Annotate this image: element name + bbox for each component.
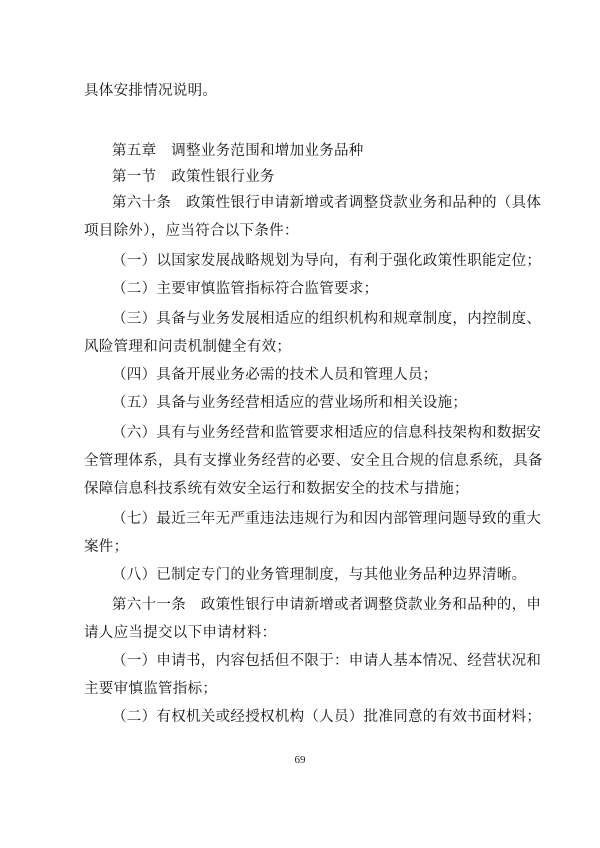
list-item: （一）申请书，内容包括但不限于：申请人基本情况、经营状况和 [112,653,542,669]
text-line: 具体安排情况说明。 [84,83,218,99]
article-line: 第六十条 政策性银行申请新增或者调整贷款业务和品种的（具体 [112,195,542,211]
text-line: 项目除外），应当符合以下条件： [84,223,299,239]
list-item: （四）具备开展业务必需的技术人员和管理人员； [112,367,438,383]
text-line: 请人应当提交以下申请材料： [84,625,277,641]
list-item: （二）主要审慎监管指标符合监管要求； [112,281,379,297]
section-heading: 第一节 政策性银行业务 [112,169,275,185]
text-line: 风险管理和问责机制健全有效； [84,339,292,355]
text-line: 保障信息科技系统有效安全运行和数据安全的技术与措施； [84,481,469,497]
text-line: 案件； [84,539,129,555]
list-item: （二）有权机关或经授权机构（人员）批准同意的有效书面材料； [112,709,542,725]
chapter-heading: 第五章 调整业务范围和增加业务品种 [112,143,364,159]
text-line: 主要审慎监管指标； [84,681,218,697]
list-item: （一）以国家发展战略规划为导向，有利于强化政策性职能定位； [112,253,542,269]
list-item: （五）具备与业务经营相适应的营业场所和相关设施； [112,395,468,411]
list-item: （七）最近三年无严重违法违规行为和因内部管理问题导致的重大 [112,511,542,527]
text-line: 全管理体系，具有支撑业务经营的必要、安全且合规的信息系统，具备 [84,453,543,469]
article-line: 第六十一条 政策性银行申请新增或者调整贷款业务和品种的，申 [112,597,542,613]
list-item: （八）已制定专门的业务管理制度，与其他业务品种边界清晰。 [112,567,527,583]
list-item: （三）具备与业务发展相适应的组织机构和规章制度，内控制度、 [112,311,542,327]
page-number: 69 [294,754,306,766]
list-item: （六）具有与业务经营和监管要求相适应的信息科技架构和数据安 [112,425,542,441]
